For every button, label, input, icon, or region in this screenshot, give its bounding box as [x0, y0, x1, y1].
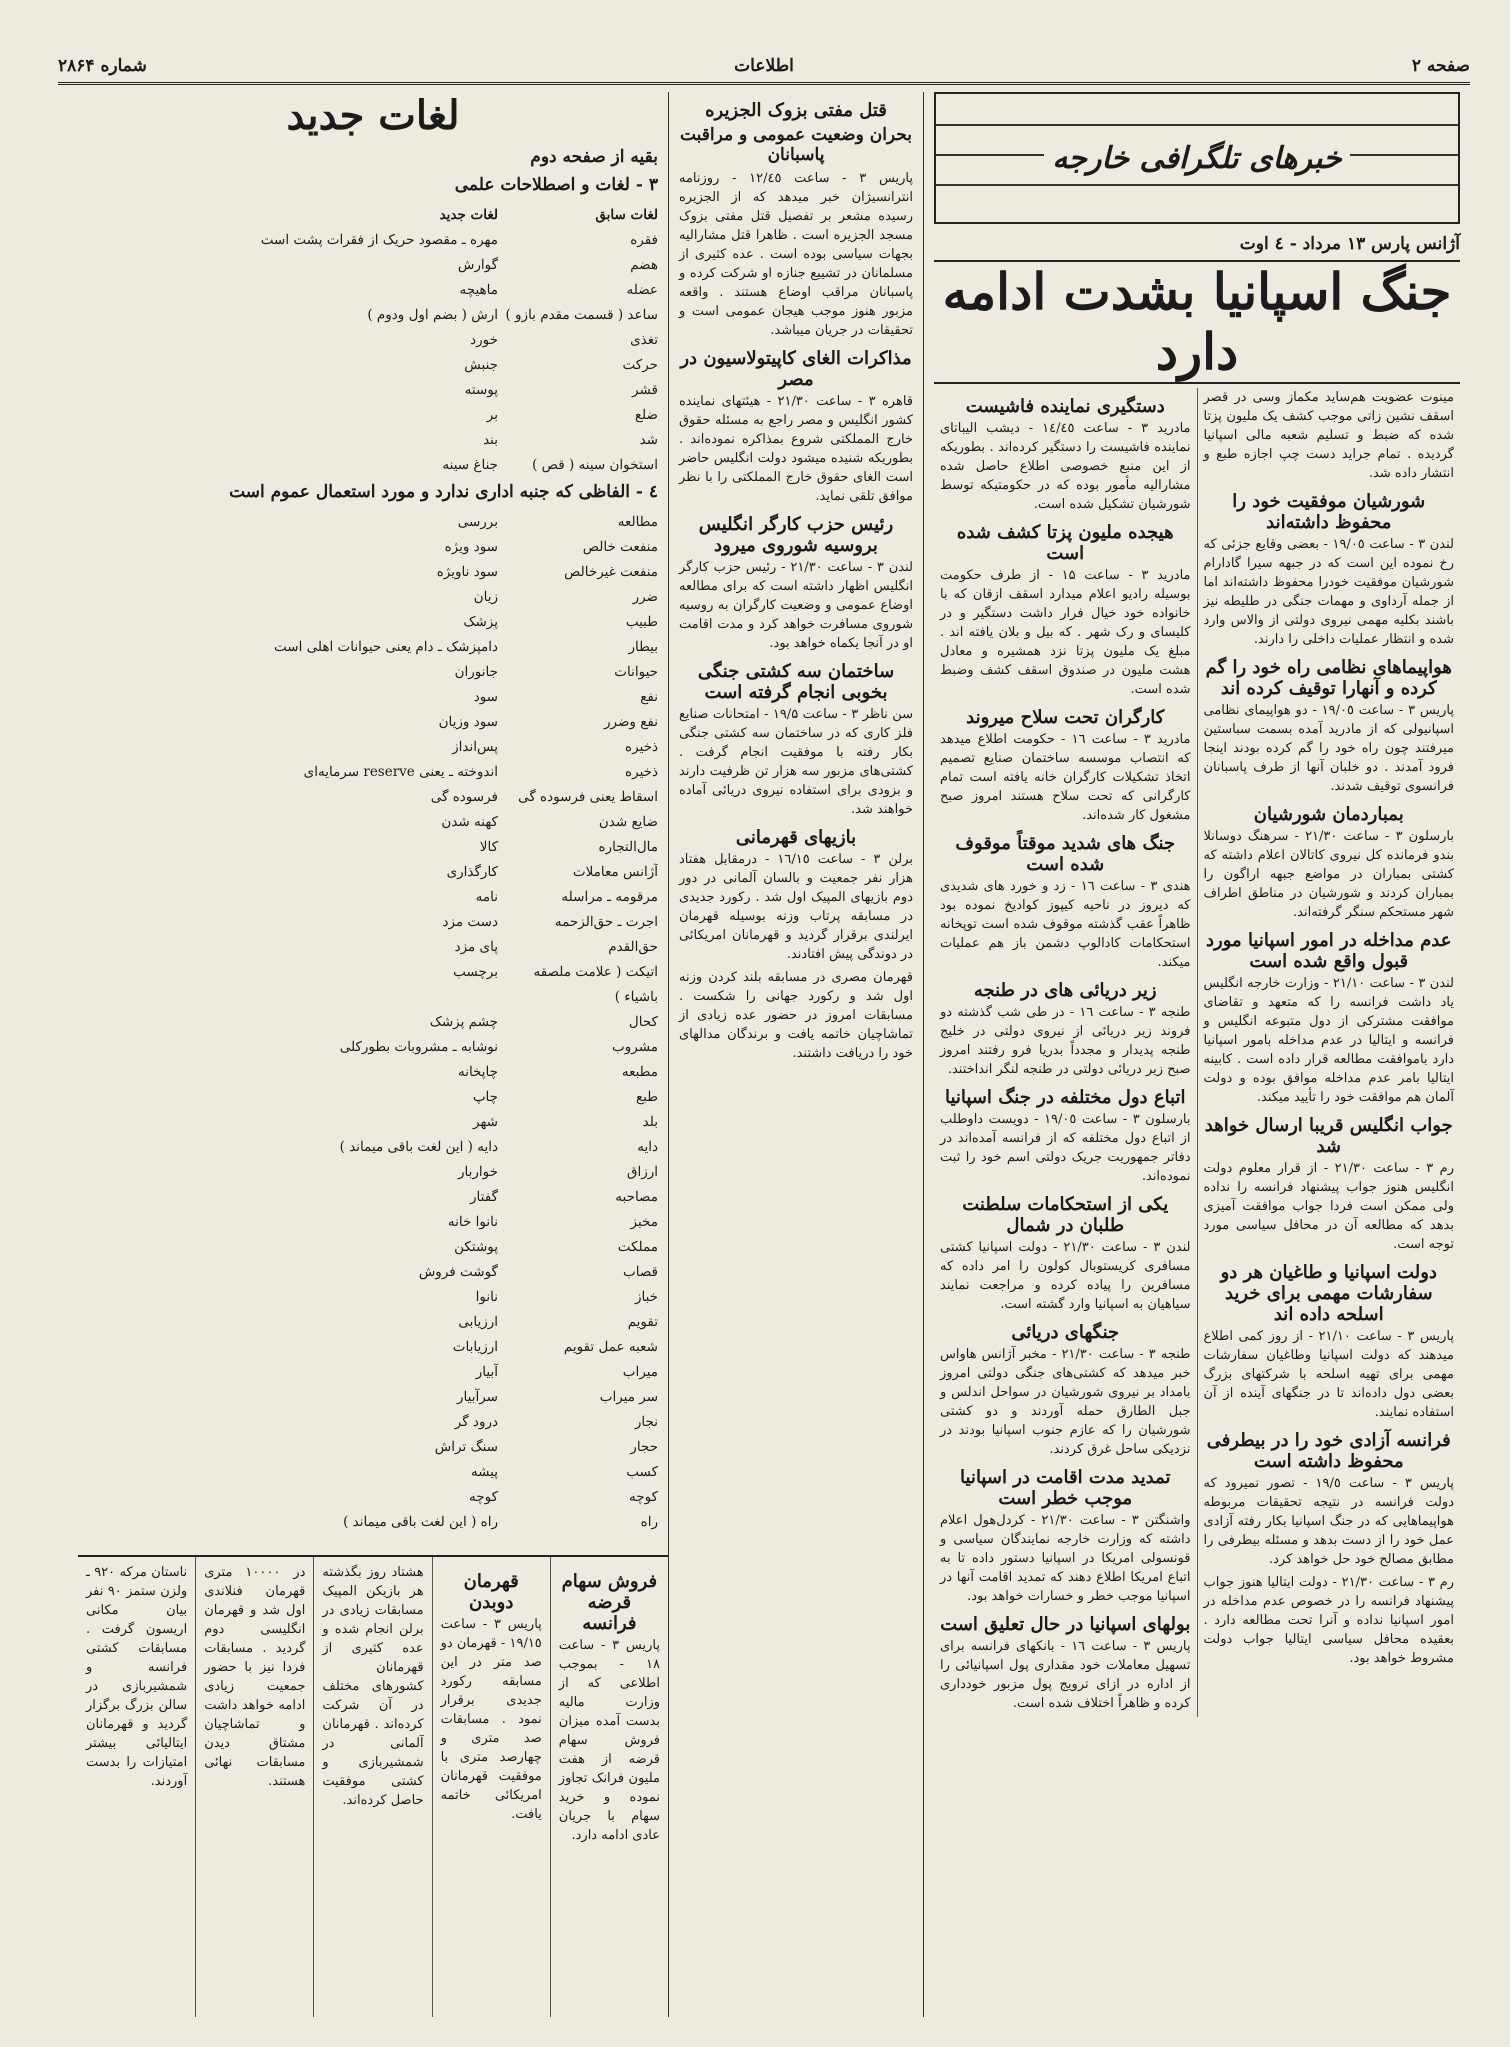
- old-word: اسقاط یعنی فرسوده گی: [518, 789, 658, 805]
- old-word: ساعد ( قسمت مقدم بازو ): [505, 307, 658, 323]
- article-title: یکی از استحکامات سلطنت طلبان در شمال: [962, 1194, 1169, 1236]
- article-body: لندن ۳ - ساعت ۱۹/۰٥ - بعضی وقایع جزئی که رخ نموده این است که در جبهه سیرا گادارام شورشیان موفقیت خودرا محفوظ داشته‌اند اما از جمله آرداوی و مهمات جنگی در طلیطه نیز باشند بکلیه مهمی نیروی دولتی از والاس وارد شده و انتظار عملیات داخلی را دارند.: [1203, 537, 1454, 647]
- old-word: هضم: [630, 257, 658, 273]
- glossary-row: [88, 1335, 658, 1360]
- glossary-row: [88, 1460, 658, 1485]
- telegrams-column: [923, 92, 1470, 2017]
- old-word: مخبز: [630, 1214, 658, 1230]
- new-word: نوشابه ـ مشروبات بطورکلی: [339, 1039, 498, 1055]
- new-word: پس‌انداز: [452, 739, 498, 755]
- article-title: بولهای اسپانیا در حال تعلیق است: [940, 1614, 1191, 1635]
- article-body: بارسلون ۳ - ساعت ۱۹/۰٥ - دویست داوطلب از اتباع دول مختلفه که از فرانسه آمده‌اند در دفاتر جمهوریت جریک دولتی اسم خود را ثبت نموده‌اند.: [940, 1112, 1191, 1184]
- glossary-row: [88, 1435, 658, 1460]
- glossary-row: [88, 428, 658, 453]
- new-word: فرسوده گی: [430, 789, 498, 805]
- glossary-row: [88, 685, 658, 710]
- glossary-row: [88, 328, 658, 353]
- glossary-row: [88, 585, 658, 610]
- article-title: رئیس حزب کارگر انگلیس بروسیه شوروی میرود: [698, 514, 894, 556]
- article-body: پاریس ۳ - ساعت ۱۹/۰٥ - دو هواپیمای نظامی اسپانیولی که از مادرید آمده بسمت سباستین میرفتند چون راه خود را گم کرده بودند اینجا فرود آمدند . دو خلبان آنها از طرف پاسبانان فرانسوی توقیف شدند.: [1203, 703, 1454, 794]
- article-body: لندن ۳ - ساعت ۲۱/۳۰ - دولت اسپانیا کشتی مسافری کریستوبال کولون را امر داده که مسافرین را پیاده کرده و مراجعت نمایند سیاهیان به اسپانیا وارد گشته است.: [940, 1240, 1191, 1312]
- article-body: پاریس ۳ - ساعت ۱۹/٥ - تصور نمیرود که دولت فرانسه در نتیجه تحقیقات مربوطه هواپیماهایی که در جنگ اسپانیا بکار رفته آزادی عمل خود را از دست بدهد و مسئله بیطرفی را مطابق مصالح خود حل خواهد کرد.: [1203, 1476, 1455, 1567]
- glossary-row: [88, 253, 658, 278]
- bottom-article: [195, 1557, 313, 2017]
- glossary-continued: بقیه از صفحه دوم: [530, 147, 658, 167]
- new-word: اندوخته ـ یعنی reserve سرمایه‌ای: [303, 764, 498, 780]
- article-title: مذاکرات الغای کاپیتولاسیون در مصر: [680, 348, 912, 390]
- old-word: عضله: [626, 282, 658, 298]
- glossary-row: [88, 735, 658, 760]
- columns: [58, 92, 1470, 2017]
- article-title: ساختمان سه کشتی جنگی بخوبی انجام گرفته است: [697, 661, 895, 703]
- old-word: میراب: [622, 1364, 658, 1380]
- article-title: جنگ های شدید موقتاً موقوف شده است: [955, 833, 1176, 875]
- article-subtitle: بحران وضعیت عمومی و مراقبت پاسبانان: [679, 125, 913, 165]
- article-body: واشنگتن ۳ - ساعت ۲۱/۳۰ - کردل‌هول اعلام داشته که وزارت خارجه نمایندگان سیاسی و قونسولی امریکا در اسپانیا دستور داده تا به اتباع امریکا اطلاع دهند که تمدید اقامت آنها در اسپانیا موجب خطر و خسارات خواهد بود.: [940, 1513, 1191, 1604]
- old-word: حجار: [630, 1439, 658, 1455]
- new-word: کالا: [479, 839, 498, 855]
- article-body: مادرید ۳ - ساعت ۱۵ - از طرف حکومت بوسیله رادیو اعلام میدارد اسقف ازقان که با خانواده خود خیال فرار داشت دستگیر و در کلیسای و رک شهر . که بیل و بلان یافته اند . مبلغ یک ملیون پزتا نزد همشیره و معادل هشت ملیون در صندوق اسقف کشف وضبط شده است.: [940, 568, 1191, 697]
- old-word: اتیکت ( علامت ملصقه باشیاء ): [533, 964, 658, 1005]
- news-column: [668, 92, 923, 2017]
- article-title: کارگران تحت سلاح میروند: [966, 707, 1165, 728]
- new-word: خورد: [470, 332, 498, 348]
- new-word: مهره ـ مقصود حریک از فقرات پشت است: [260, 232, 498, 248]
- bottom-article: [78, 1557, 195, 2017]
- new-word: نانوا خانه: [447, 1214, 498, 1230]
- new-word: چاپخانه: [457, 1064, 498, 1080]
- article-title: فروش سهام قرضه فرانسه: [561, 1571, 658, 1634]
- paper-name: اطلاعات: [734, 56, 794, 76]
- new-word: پوشتکن: [454, 1239, 498, 1255]
- glossary-row: [88, 810, 658, 835]
- new-word: زیان: [473, 589, 498, 605]
- new-word: آبیار: [475, 1364, 498, 1380]
- new-word: بر: [486, 407, 498, 423]
- new-word: شهر: [473, 1114, 498, 1130]
- old-word: منفعت خالص: [582, 539, 658, 555]
- article-body: پاریس ۳ - ساعت ۱۹/۱٥ - قهرمان دو صد متر در این مسابقه رکورد جدیدی برقرار نمود . مسابقات صد متری و چهارصد متری با موفقیت قهرمانان امریکائی خاتمه یافت.: [440, 1617, 542, 1822]
- old-word: قصاب: [623, 1264, 658, 1280]
- old-word: نجار: [634, 1414, 658, 1430]
- glossary-row: [88, 610, 658, 635]
- old-word: ارزاق: [626, 1164, 658, 1180]
- glossary-row: [88, 560, 658, 585]
- new-word: سنگ تراش: [434, 1439, 498, 1455]
- bottom-article: [550, 1557, 668, 2017]
- glossary-row: [88, 1235, 658, 1260]
- page-header: [58, 56, 1470, 85]
- glossary-row: [88, 1210, 658, 1235]
- new-word: پیشه: [470, 1464, 498, 1480]
- glossary-row: [88, 860, 658, 885]
- glossary-row: [88, 1035, 658, 1060]
- new-word: سود ویژه: [444, 539, 498, 555]
- old-word: طبع: [635, 1089, 658, 1105]
- glossary-section-title: ۳ - لغات و اصطلاحات علمی: [454, 175, 658, 195]
- old-word: ضرر: [632, 589, 658, 605]
- article-title: دولت اسپانیا و طاغیان هر دو سفارشات مهمی برای خرید اسلحه داده اند: [1220, 1262, 1437, 1325]
- old-word: بیطار: [628, 639, 658, 655]
- new-word: کوچه: [469, 1489, 498, 1505]
- new-word: دست مزد: [442, 914, 498, 930]
- article-body: پاریس ۳ - ساعت ۱۲/٤٥ - روزنامه انترانسیژان خبر میدهد که از الجزیره رسیده مشعر بر تفصیل قتل مفتی بزوک مسجد الجزیره است . ظاهرا قتل مشارالیه بجهات سیاسی بوده است . عده کثیری از مسلمانان در تشییع جنازه او شرکت کرده و پاسبانان مراقب اوضاع هستند . واقعه مزبور هنوز موجب هیجان عمومی است و تحقیقات در جریان میباشد.: [679, 171, 914, 338]
- new-words-header: لغات جدید: [439, 207, 498, 223]
- glossary-title: لغات جدید: [286, 92, 460, 139]
- main-headline: جنگ اسپانیا بشدت ادامه دارد: [934, 260, 1460, 384]
- old-word: مطالعه: [617, 514, 658, 530]
- article-body: قاهره ۳ - ساعت ۲۱/۳۰ - هیئتهای نماینده کشور انگلیس و مصر راجع به مسئله حقوق خارج المملکتی شروع بمذاکره نموده‌اند . بطوریکه شنیده میشود دولت انگلیس حاضر است الغای حقوق خارج المملکتی را با نظر موافق تلقی نماید.: [679, 394, 913, 504]
- article-title: جواب انگلیس قریبا ارسال خواهد شد: [1204, 1115, 1453, 1157]
- new-word: پوسته: [464, 382, 498, 398]
- glossary-row: [88, 710, 658, 735]
- article-title: هواپیماهای نظامی راه خود را گم کرده و آنهارا توقیف کرده اند: [1205, 657, 1452, 699]
- old-word: آژانس معاملات: [572, 864, 658, 880]
- new-word: نانوا: [475, 1289, 498, 1305]
- article-body: پاریس ۳ - ساعت ۱٦ - بانکهای فرانسه برای تسهیل معاملات خود مقداری پول اسپانیائی را از اداره در ازای ترویج پول مزبور خودداری کرده و ظاهراً اختلاف شده است.: [940, 1639, 1191, 1711]
- old-word: حق‌القدم: [608, 939, 658, 955]
- new-word: برچسب: [453, 964, 498, 980]
- old-word: تغذی: [630, 332, 658, 348]
- glossary-row: [88, 935, 658, 960]
- issue-number: شماره ۲۸۶۴: [58, 56, 147, 76]
- dateline: آژانس پارس ۱۳ مرداد - ٤ اوت: [1239, 234, 1460, 254]
- glossary-wrap: [88, 92, 658, 1547]
- old-word: مطبعه: [621, 1064, 658, 1080]
- article-title: قهرمان دوبدن: [463, 1571, 519, 1613]
- glossary-row: [88, 1060, 658, 1085]
- new-word: راه ( این لغت باقی میماند ): [343, 1514, 498, 1530]
- new-word: نامه: [475, 889, 498, 905]
- article-title: زیر دریائی های در طنجه: [973, 980, 1157, 1001]
- glossary-row: [88, 1010, 658, 1035]
- new-word: جانوران: [454, 664, 498, 680]
- glossary-row: [88, 960, 658, 1010]
- bottom-article: [432, 1557, 550, 2017]
- old-word: کحال: [628, 1014, 658, 1030]
- glossary-headers: [88, 203, 658, 228]
- old-word: دایه: [637, 1139, 658, 1155]
- article-title: تمدید مدت اقامت در اسپانیا موجب خطر است: [960, 1467, 1171, 1509]
- glossary-row: [88, 835, 658, 860]
- article-title: دستگیری نماینده فاشیست: [965, 396, 1165, 417]
- bottom-article: [313, 1557, 431, 2017]
- new-word: گوارش: [457, 257, 498, 273]
- glossary-row: [88, 1310, 658, 1335]
- old-word: ضلع: [634, 407, 658, 423]
- new-word: دامپزشک ـ دام یعنی حیوانات اهلی است: [274, 639, 498, 655]
- new-word: بررسی: [457, 514, 498, 530]
- old-word: مشروب: [612, 1039, 658, 1055]
- new-word: سود: [473, 689, 498, 705]
- article-body: هندی ۳ - ساعت ۱٦ - زد و خورد های شدیدی که دیروز در ناحیه کیپوز کوادیخ نموده بود ظاهراً عقب گذشته موقوف شده است توپخانه استحکامات کادالوپ دشمن باز هم عملیات میکند.: [940, 879, 1191, 970]
- telegrams-split: [934, 388, 1460, 1717]
- new-word: جنبش: [464, 357, 498, 373]
- old-word: حیوانات: [614, 664, 658, 680]
- glossary-rows: [88, 228, 658, 1535]
- old-word: قشر: [632, 382, 658, 398]
- glossary-row: [88, 885, 658, 910]
- new-word: گوشت فروش: [418, 1264, 498, 1280]
- new-word: گفتار: [470, 1189, 498, 1205]
- glossary-row: [88, 1360, 658, 1385]
- old-word: مملکت: [617, 1239, 658, 1255]
- article-body: لندن ۳ - ساعت ۲۱/۳۰ - رئیس حزب کارگر انگلیس اظهار داشته است که برای مطالعه اوضاع عمومی و وضعیت کارگران به روسیه شوروی مسافرت خواهد کرد و مدت اقامت او در آنجا یکماه خواهد بود.: [679, 560, 913, 651]
- glossary-row: [88, 1285, 658, 1310]
- new-word: ارزیابی: [458, 1314, 498, 1330]
- article-body: بارسلون ۳ - ساعت ۲۱/۳۰ - سرهنگ دوسانلا بندو فرمانده کل نیروی کاتالان اعلام داشته که کشتی بمباران در مواضع جبهه اراگون را بمباران کردند و شورشیان در مناطق اطراف شهر مستحکم سنگر گرفته‌اند.: [1203, 829, 1454, 920]
- article-body: مادرید ۳ - ساعت ۱٦ - حکومت اطلاع میدهد که انتصاب موسسه ساختمان صنایع تصمیم اتخاذ تشکیلات کارگران خانه یافته است تمام کارگرانی که تحت سلاح هستند امروز صبح مشغول کار شده‌اند.: [940, 732, 1191, 823]
- old-word: نفع: [640, 689, 658, 705]
- article-body: طنجه ۳ - ساعت ۲۱/۳۰ - مخبر آژانس هاواس خبر میدهد که کشتی‌های جنگی دولتی امروز بامداد بر نیروی شورشیان در سواحل اندلس و جبل الطارق حمله آوردند و دو کشتی شورشیان را که عازم جنوب اسپانیا بودند در نزدیکی ساحل غرق کردند.: [940, 1347, 1191, 1457]
- article-body: رم ۳ - ساعت ۲۱/۳۰ - دولت ایتالیا هنوز جواب پیشنهاد فرانسه را در خصوص عدم مداخله در امور اسپانیا نداده و آنرا تحت مطالعه دارد . بعقیده محافل سیاسی ایتالیا جواب دولت مشروط خواهد بود.: [1203, 1575, 1454, 1666]
- article-title: بمباردمان شورشیان: [1253, 804, 1404, 825]
- article-body: سن ناظر ۳ - ساعت ۱۹/۵ - امتحانات صنایع فلز کاری که در ساختمان سه کشتی جنگی بکار رفته با موفقیت انجام گرفت . کشتی‌های مزبور سه هزار تن ظرفیت دارند و بزودی برای استفاده نیروی دریائی آماده خواهند شد.: [679, 707, 914, 817]
- article-body: در ۱۰۰۰۰ متری قهرمان فنلاندی اول شد و قهرمان انگلیسی دوم گردید . مسابقات فردا نیز با حضور جمعیت زیادی ادامه خواهد داشت و تماشاچیان مشتاق دیدن مسابقات نهائی هستند.: [204, 1565, 306, 1789]
- article-body: لندن ۳ - ساعت ۲۱/۱۰ - وزارت خارجه انگلیس یاد داشت فرانسه را که متعهد و تقاضای موافقت مشترکی از دول متبوعه انگلیس و فرانسه و ایتالیا در عدم مداخله بامور اسپانیا دارد باموافقت مطالعه قرار داده است . کابینه ایتالیا بامر عدم مداخله موافق بوده و دولت آلمان هم موافقت خود را تأیید میکند.: [1203, 976, 1454, 1105]
- new-word: چشم پزشک: [429, 1014, 498, 1030]
- article-body: هشتاد روز بگذشته هر بازیکن المپیک مسابقات زیادی در برلن انجام شده و عده کثیری از قهرمانان کشورهای مختلف در آن شرکت کرده‌اند . قهرمانان آلمانی در شمشیربازی و کشتی موفقیت حاصل کرده‌اند.: [322, 1565, 424, 1808]
- new-word: چاپ: [472, 1089, 498, 1105]
- new-word: بند: [483, 432, 498, 448]
- glossary-row: [88, 1085, 658, 1110]
- old-word: شعبه عمل تقویم: [563, 1339, 658, 1355]
- old-word: منفعت غیرخالص: [564, 564, 658, 580]
- glossary-row: [88, 1185, 658, 1210]
- glossary-row: [88, 1510, 658, 1535]
- old-word: طبیب: [625, 614, 658, 630]
- bottom-strip: [78, 1555, 668, 2017]
- glossary-row: [88, 535, 658, 560]
- glossary-row: [88, 378, 658, 403]
- glossary-row: [88, 303, 658, 328]
- old-word: کسب: [626, 1464, 658, 1480]
- old-word: کوچه: [629, 1489, 658, 1505]
- new-word: کارگذاری: [446, 864, 498, 880]
- glossary-row: [88, 510, 658, 535]
- article-title: اتباع دول مختلفه در جنگ اسپانیا: [945, 1087, 1186, 1108]
- glossary-row: [88, 403, 658, 428]
- new-word: سود وزیان: [438, 714, 498, 730]
- new-word: ارش ( بضم اول ودوم ): [367, 307, 498, 323]
- article-title: بازیهای قهرمانی: [735, 827, 857, 848]
- article-title: شورشیان موفقیت خود را محفوظ داشته‌اند: [1232, 491, 1426, 533]
- old-word: تقویم: [627, 1314, 658, 1330]
- old-word: ذخیره: [625, 739, 658, 755]
- article-body: مادرید ۳ - ساعت ۱٤/٤٥ - دیشب الیباتای نماینده فاشیست را دستگیر کرده‌اند . بطوریکه از این منبع خصوصی اطلاع حاصل شده مشارالیه مأمور بوده که در حکومتیکه توسط شورشیان تشکیل شده است.: [940, 421, 1191, 512]
- glossary-section2-title: ٤ - الفاظی که جنبه اداری ندارد و مورد استعمال عموم است: [229, 482, 658, 502]
- old-word: حرکت: [622, 357, 658, 373]
- old-word: خباز: [634, 1289, 658, 1305]
- article-body: طنجه ۳ - ساعت ۱٦ - در طی شب گذشته دو فروند زیر دریائی از نیروی دولتی در خلیج طنجه پدیدار و مجدداً بدریا فرو رفتند امروز صبح زیر دریائی دولتی در طنجه لنگر انداختند.: [940, 1005, 1191, 1077]
- new-word: سرآبیار: [457, 1389, 498, 1405]
- old-word: استخوان سینه ( قص ): [532, 457, 658, 473]
- new-word: سود ناویژه: [436, 564, 498, 580]
- new-word: ارزیابات: [452, 1339, 498, 1355]
- old-word: فقره: [630, 232, 658, 248]
- article-body: قهرمان مصری در مسابقه بلند کردن وزنه اول شد و رکورد جهانی را شکست . مسابقات امروز در حضور عده زیادی از تماشاچیان خاتمه یافت و برندگان مدالهای خود را دریافت داشتند.: [679, 970, 913, 1061]
- old-word: بلد: [642, 1114, 658, 1130]
- telegrams-logo: [934, 92, 1460, 224]
- old-word: نفع وضرر: [603, 714, 658, 730]
- glossary-row: [88, 453, 658, 478]
- article-body: مینوت عضویت هم‌ساید مکماز وسی در قصر اسقف نشین زاتی موجب کشف یک ملیون پزتا شده که ضبط و تسلیم شعبه مالی اسپانیا گردیده . تمام جراید دست چپ اجازه طبع و انتشار داده شد.: [1203, 390, 1454, 481]
- telegrams-logo-text: خبرهای تلگرافی خارجه: [1044, 141, 1349, 176]
- glossary-row: [88, 1260, 658, 1285]
- new-word: پزشک: [463, 614, 498, 630]
- article-title: عدم مداخله در امور اسپانیا مورد قبول واقع شده است: [1206, 930, 1452, 972]
- old-word: مصاحبه: [615, 1189, 658, 1205]
- glossary-row: [88, 660, 658, 685]
- new-word: درود گر: [454, 1414, 498, 1430]
- article-body: برلن ۳ - ساعت ۱٦/۱٥ - درمقابل هفتاد هزار نفر جمعیت و بالسان آلمانی در دور دوم بازیهای المپیک اول شد . رکورد جدیدی در مسابقه پرتاب وزنه بوسیله قهرمان ایرلندی برقرار گردید و قهرمانان امریکائی در دوندگی پیش افتادند.: [679, 852, 913, 962]
- glossary-row: [88, 910, 658, 935]
- glossary-row: [88, 1160, 658, 1185]
- old-word: مال‌التجاره: [598, 839, 658, 855]
- old-word: مرقومه ـ مراسله: [561, 889, 658, 905]
- old-word: راه: [640, 1514, 658, 1530]
- old-word: سر میراب: [599, 1389, 658, 1405]
- new-word: خواربار: [458, 1164, 498, 1180]
- article-title: قتل مفتی بزوک الجزیره: [705, 100, 887, 121]
- glossary-row: [88, 1110, 658, 1135]
- glossary-row: [88, 228, 658, 253]
- glossary-row: [88, 1385, 658, 1410]
- new-word: کهنه شدن: [441, 814, 498, 830]
- glossary-row: [88, 785, 658, 810]
- glossary-row: [88, 1485, 658, 1510]
- page-number: صفحه ۲: [1411, 56, 1470, 76]
- telegrams-left: [934, 388, 1197, 1717]
- glossary-row: [88, 635, 658, 660]
- glossary-row: [88, 760, 658, 785]
- old-word: ذخیره: [625, 764, 658, 780]
- glossary-row: [88, 1135, 658, 1160]
- article-title: جنگهای دریائی: [1011, 1322, 1120, 1343]
- glossary-row: [88, 278, 658, 303]
- glossary-area: [78, 92, 668, 2017]
- glossary-row: [88, 353, 658, 378]
- article-body: رم ۳ - ساعت ۲۱/۳۰ - از قرار معلوم دولت انگلیس هنوز جواب پیشنهاد فرانسه را نداده ولی ممکن است فردا جواب موافقت آمیزی بدهد که مطالعه آن در محافل سیاسی مورد توجه است.: [1203, 1161, 1454, 1252]
- old-word: اجرت ـ حق‌الزحمه: [554, 914, 658, 930]
- new-word: جناغ سینه: [442, 457, 498, 473]
- glossary-row: [88, 1410, 658, 1435]
- new-word: دایه ( این لغت باقی میماند ): [339, 1139, 498, 1155]
- article-body: ناستان مرکه ۹۲۰ ـ ولزن ستمز ۹۰ نفر بیان مکانی اریسون گرفت . مسابقات کشتی فرانسه و شمشیربازی در سالن بزرگ برگزار گردید و قهرمانان ایتالیائی بیشتر امتیازات را بدست آوردند.: [85, 1565, 188, 1789]
- new-word: پای مزد: [454, 939, 498, 955]
- telegrams-right: [1197, 388, 1461, 1717]
- article-body: پاریس ۳ - ساعت ۲۱/۱۰ - از روز کمی اطلاع میدهند که دولت اسپانیا وطاغیان سفارشات مهمی برای تهیه اسلحه با شرکتهای بزرگ بعضی دول داده‌اند تا در جنگهای آینده از آن استفاده نمایند.: [1203, 1329, 1454, 1420]
- article-title: فرانسه آزادی خود را در بیطرفی محفوظ داشته است: [1206, 1430, 1451, 1472]
- article-body: پاریس ۳ - ساعت ۱۸ - بموجب اطلاعی که از وزارت مالیه بدست آمده میزان فروش سهام قرضه از هفت ملیون فرانک تجاوز نموده و خرید سهام با جریان عادی ادامه دارد.: [558, 1638, 660, 1843]
- old-word: شد: [639, 432, 658, 448]
- old-word: ضایع شدن: [598, 814, 658, 830]
- new-word: ماهیچه: [459, 282, 498, 298]
- old-words-header: لغات سابق: [595, 207, 658, 223]
- article-title: هیجده ملیون پزتا کشف شده است: [956, 522, 1174, 564]
